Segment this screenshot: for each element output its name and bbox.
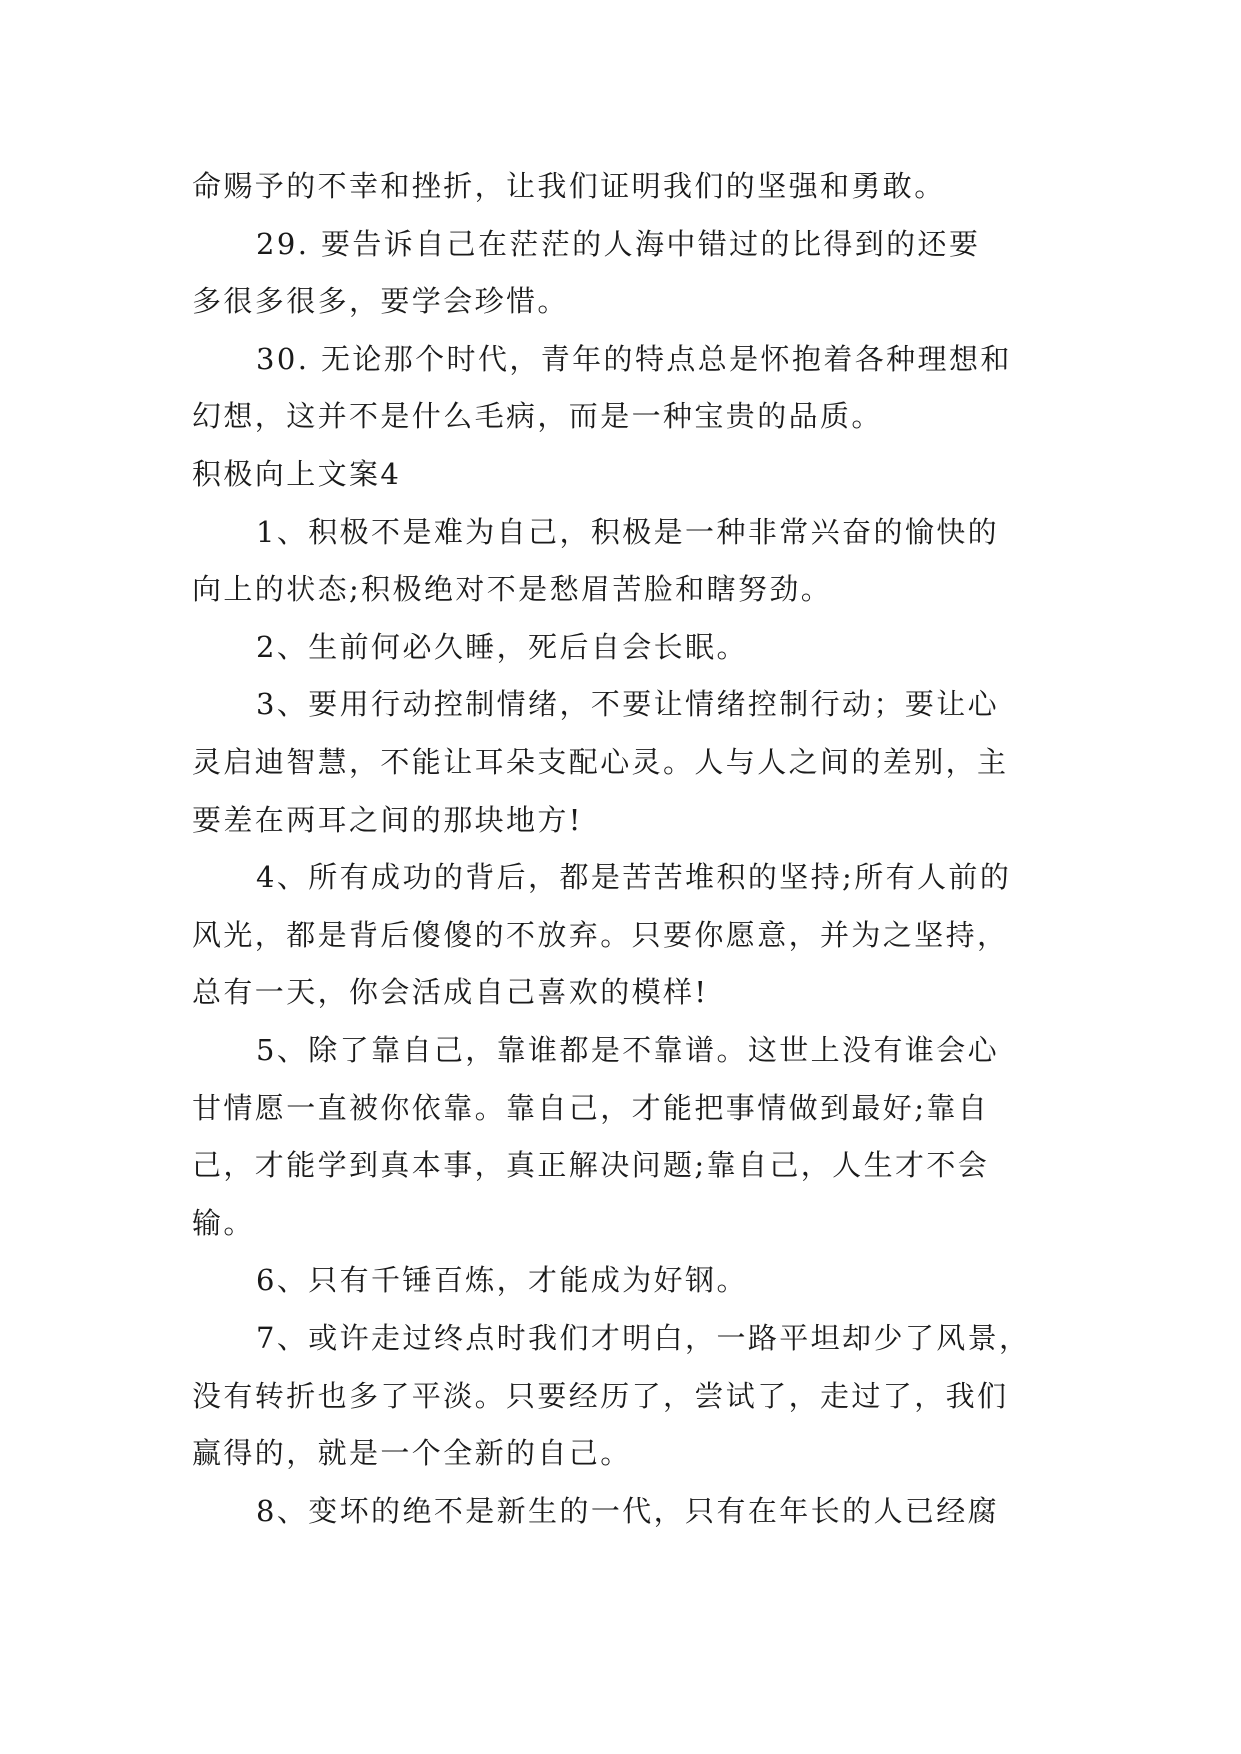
text-line: 赢得的，就是一个全新的自己。: [192, 1436, 632, 1470]
text-line: 幻想，这并不是什么毛病，而是一种宝贵的品质。: [192, 399, 883, 433]
text-line: 要差在两耳之间的那块地方!: [192, 803, 583, 837]
text-line: 己，才能学到真本事，真正解决问题;靠自己，人生才不会: [192, 1148, 990, 1182]
text-line: 29. 要告诉自己在茫茫的人海中错过的比得到的还要: [256, 227, 981, 261]
text-line: 输。: [192, 1206, 255, 1240]
text-line: 甘情愿一直被你依靠。靠自己，才能把事情做到最好;靠自: [192, 1091, 990, 1125]
text-line: 没有转折也多了平淡。只要经历了，尝试了，走过了，我们: [192, 1379, 1009, 1413]
text-line: 8、变坏的绝不是新生的一代，只有在年长的人已经腐: [256, 1494, 1000, 1528]
text-line: 1、积极不是难为自己，积极是一种非常兴奋的愉快的: [256, 515, 1000, 549]
text-line: 命赐予的不幸和挫折，让我们证明我们的坚强和勇敢。: [192, 169, 946, 203]
text-line: 2、生前何必久睡，死后自会长眠。: [256, 630, 748, 664]
text-line: 向上的状态;积极绝对不是愁眉苦脸和瞎努劲。: [192, 572, 833, 606]
text-line: 7、或许走过终点时我们才明白，一路平坦却少了风景，: [256, 1321, 1031, 1355]
section-heading: 积极向上文案4: [192, 457, 402, 491]
text-line: 灵启迪智慧，不能让耳朵支配心灵。人与人之间的差别，主: [192, 745, 1009, 779]
text-line: 5、除了靠自己，靠谁都是不靠谱。这世上没有谁会心: [256, 1033, 1000, 1067]
text-line: 30. 无论那个时代，青年的特点总是怀抱着各种理想和: [256, 342, 1012, 376]
text-line: 6、只有千锤百炼，才能成为好钢。: [256, 1263, 748, 1297]
text-line: 多很多很多，要学会珍惜。: [192, 284, 569, 318]
text-line: 总有一天，你会活成自己喜欢的模样!: [192, 975, 709, 1009]
text-line: 4、所有成功的背后，都是苦苦堆积的坚持;所有人前的: [256, 860, 1012, 894]
text-line: 风光，都是背后傻傻的不放弃。只要你愿意，并为之坚持，: [192, 918, 1009, 952]
text-line: 3、要用行动控制情绪，不要让情绪控制行动；要让心: [256, 687, 1000, 721]
